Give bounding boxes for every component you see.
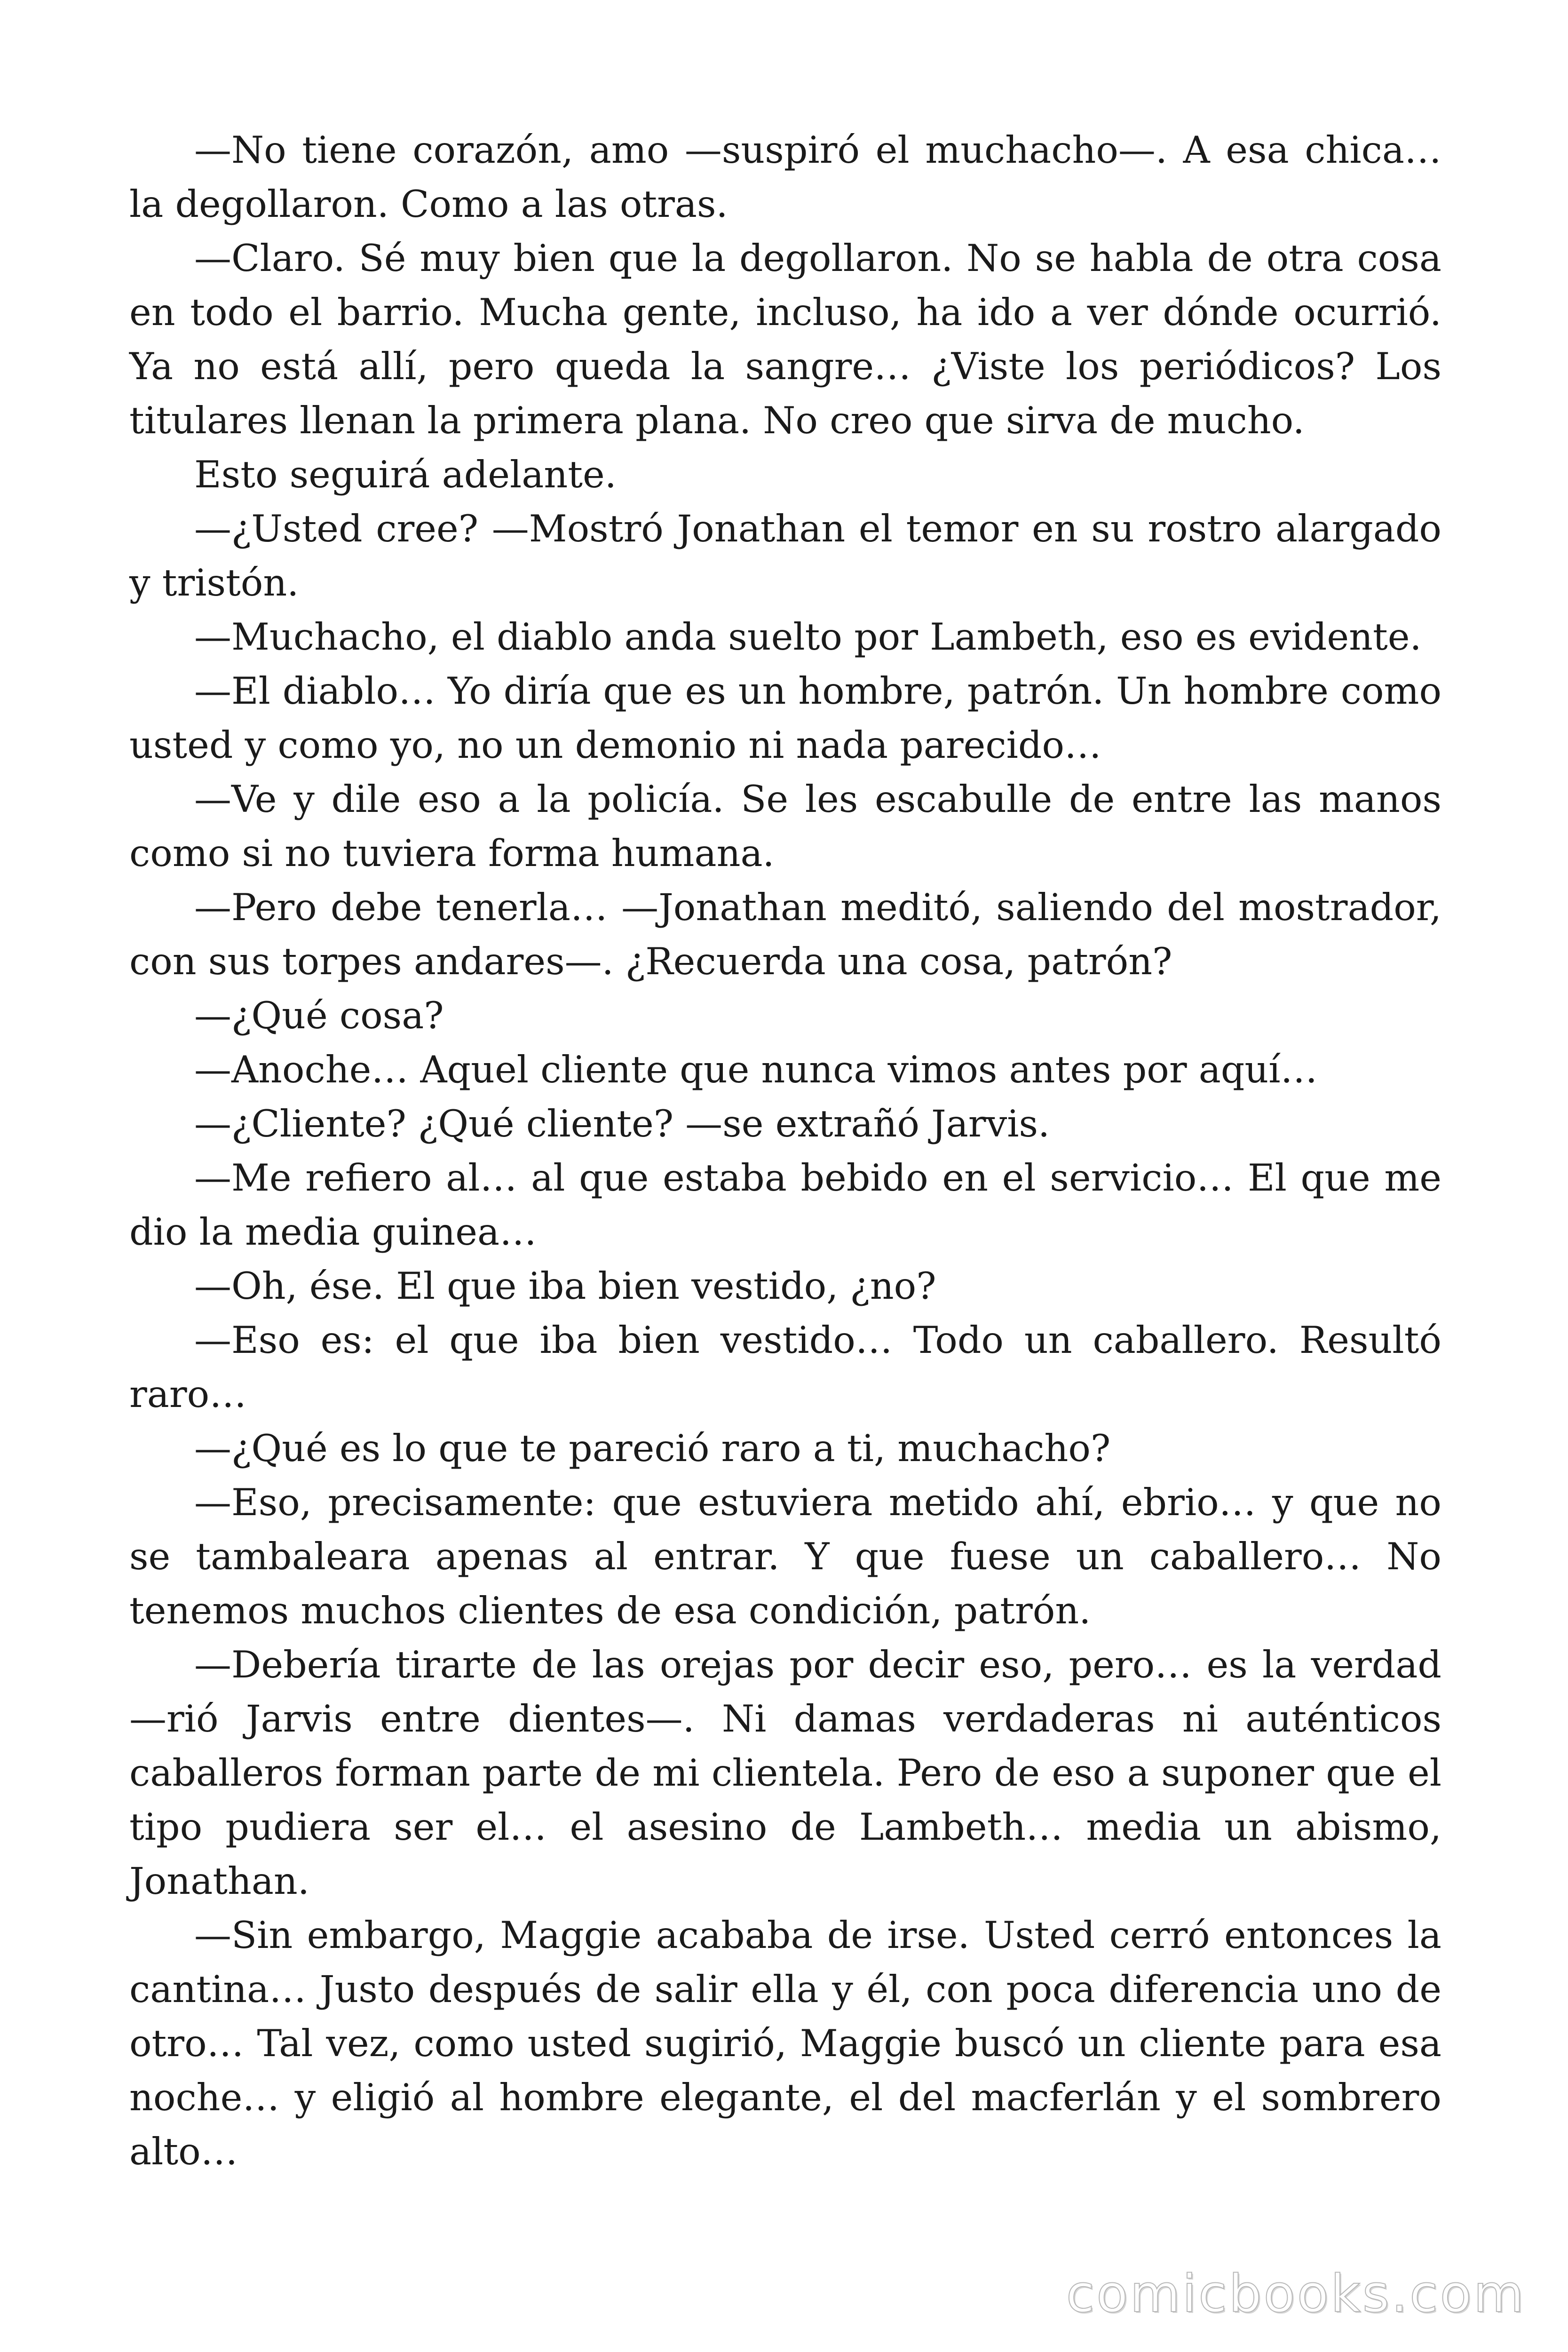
paragraph-13: —Oh, ése. El que iba bien vestido, ¿no? xyxy=(194,1264,936,1308)
paragraph-4: —¿Usted cree? —Mostró Jonathan el temor en su rostro alargado y tristón. xyxy=(129,507,1441,604)
paragraph-16: —Eso, precisamente: que estuviera metido ahí, ebrio… y que no se tambaleara apenas al entrar. Y que fuese un caballero… No tenemos muchos clientes de esa condición, patrón. xyxy=(129,1481,1441,1632)
paragraph-18: —Sin embargo, Maggie acababa de irse. Usted cerró entonces la cantina… Justo después de salir ella y él, con poca diferencia uno de otro… Tal vez, como usted sugirió, Maggie buscó un cliente para esa noche… y eligió al hombre elegante, el del macferlán y el sombrero alto… xyxy=(129,1914,1441,2173)
paragraph-5: —Muchacho, el diablo anda suelto por Lambeth, eso es evidente. xyxy=(194,615,1422,659)
paragraph-11: —¿Cliente? ¿Qué cliente? —se extrañó Jarvis. xyxy=(194,1102,1050,1145)
paragraph-14: —Eso es: el que iba bien vestido… Todo un caballero. Resultó raro… xyxy=(129,1319,1441,1416)
watermark: comicbooks.com xyxy=(1066,2264,1526,2324)
paragraph-6: —El diablo… Yo diría que es un hombre, patrón. Un hombre como usted y como yo, no un demonio ni nada parecido… xyxy=(129,669,1441,767)
paragraph-15: —¿Qué es lo que te pareció raro a ti, muchacho? xyxy=(194,1427,1111,1470)
paragraph-9: —¿Qué cosa? xyxy=(194,994,444,1037)
paragraph-8: —Pero debe tenerla… —Jonathan meditó, saliendo del mostrador, con sus torpes andares—. ¿Recuerda una cosa, patrón? xyxy=(129,886,1441,983)
paragraph-12: —Me refiero al… al que estaba bebido en el servicio… El que me dio la media guinea… xyxy=(129,1156,1441,1254)
paragraph-2: —Claro. Sé muy bien que la degollaron. No se habla de otra cosa en todo el barrio. Mucha gente, incluso, ha ido a ver dónde ocurrió. Ya no está allí, pero queda la sangre… ¿Viste los periódicos? Los titulares llenan la primera plana. No creo que sirva de mucho. xyxy=(129,237,1441,442)
paragraph-10: —Anoche… Aquel cliente que nunca vimos antes por aquí… xyxy=(194,1048,1318,1091)
paragraph-7: —Ve y dile eso a la policía. Se les escabulle de entre las manos como si no tuviera forma humana. xyxy=(129,778,1441,875)
paragraph-17: —Debería tirarte de las orejas por decir eso, pero… es la verdad —rió Jarvis entre dientes—. Ni damas verdaderas ni auténticos caballeros forman parte de mi clientela. Pero de eso a suponer que el tipo pudiera ser el… el asesino de Lambeth… media un abismo, Jonathan. xyxy=(129,1643,1441,1903)
book-page-text xyxy=(129,123,1441,2179)
paragraph-3: Esto seguirá adelante. xyxy=(194,453,617,496)
paragraph-1: —No tiene corazón, amo —suspiró el muchacho—. A esa chica… la degollaron. Como a las otras. xyxy=(129,128,1441,226)
